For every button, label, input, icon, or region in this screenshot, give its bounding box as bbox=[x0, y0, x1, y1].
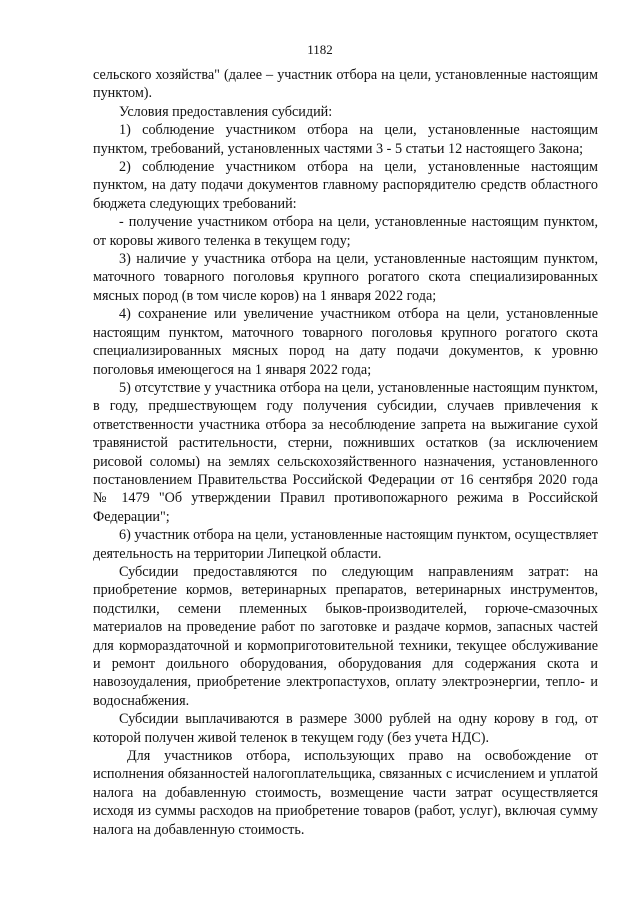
paragraph-condition-4: 4) сохранение или увеличение участником отбора на цели, установленные настоящим пунктом, маточного товарного поголовья крупного рогатого скота специализированных мясных пород на дату подачи документов, к уровню поголовья имеющегося на 1 января 2022 года; bbox=[93, 306, 598, 378]
paragraph-condition-2-item: - получение участником отбора на цели, установленные настоящим пунктом, от коровы живого теленка в текущем году; bbox=[93, 214, 598, 249]
paragraph-payment-amount: Субсидии выплачиваются в размере 3000 рублей на одну корову в год, от которой получен живой теленок в текущем году (без учета НДС). bbox=[93, 711, 598, 746]
paragraph-conditions-heading: Условия предоставления субсидий: bbox=[119, 103, 333, 120]
paragraph-condition-3: 3) наличие у участника отбора на цели, установленные настоящим пунктом, маточного товарного поголовья крупного рогатого скота специализированных мясных пород (в том числе коров) на 1 января 2022 года; bbox=[93, 251, 598, 304]
paragraph-continuation: сельского хозяйства" (далее – участник отбора на цели, установленные настоящим пунктом). bbox=[93, 67, 598, 102]
paragraph-condition-5: 5) отсутствие у участника отбора на цели, установленные настоящим пунктом, в году, предшествующем году получения субсидии, случаев привлечения к ответственности участника отбора за несоблюдение запрета на выжигание сухой травянистой растительности, стерни, пожнивших остатков (за исключением рисовой соломы) на землях сельскохозяйственного назначения, установленного постановлением Правительства Российской Федерации от 16 сентября 2020 года № 1479 "Об утверждении Правил противопожарного режима в Российской Федерации"; bbox=[93, 379, 598, 525]
page-number: 1182 bbox=[307, 42, 333, 57]
document-body bbox=[93, 66, 598, 839]
paragraph-expense-directions: Субсидии предоставляются по следующим направлениям затрат: на приобретение кормов, ветеринарных препаратов, ветеринарных инструментов, подстилки, семени племенных быков-производителей, горюче-смазочных материалов на проведение работ по заготовке и раздаче кормов, запасных частей для кормораздаточной и кормоприготовительной техники, текущее обслуживание и ремонт доильного оборудования, оборудования для содержания скота и навозоудаления, приобретение электропастухов, оплату электроэнергии, тепло- и водоснабжения. bbox=[93, 563, 598, 709]
paragraph-condition-1: 1) соблюдение участником отбора на цели, установленные настоящим пунктом, требований, установленных частями 3 - 5 статьи 12 настоящего Закона; bbox=[93, 122, 598, 157]
paragraph-condition-6: 6) участник отбора на цели, установленные настоящим пунктом, осуществляет деятельность на территории Липецкой области. bbox=[93, 527, 598, 562]
paragraph-condition-2: 2) соблюдение участником отбора на цели, установленные настоящим пунктом, на дату подачи документов главному распорядителю средств областного бюджета следующих требований: bbox=[93, 159, 598, 212]
paragraph-vat-exemption: Для участников отбора, использующих право на освобождение от исполнения обязанностей налогоплательщика, связанных с исчислением и уплатой налога на добавленную стоимость, возмещение части затрат осуществляется исходя из суммы расходов на приобретение товаров (работ, услуг), включая сумму налога на добавленную стоимость. bbox=[93, 748, 598, 838]
